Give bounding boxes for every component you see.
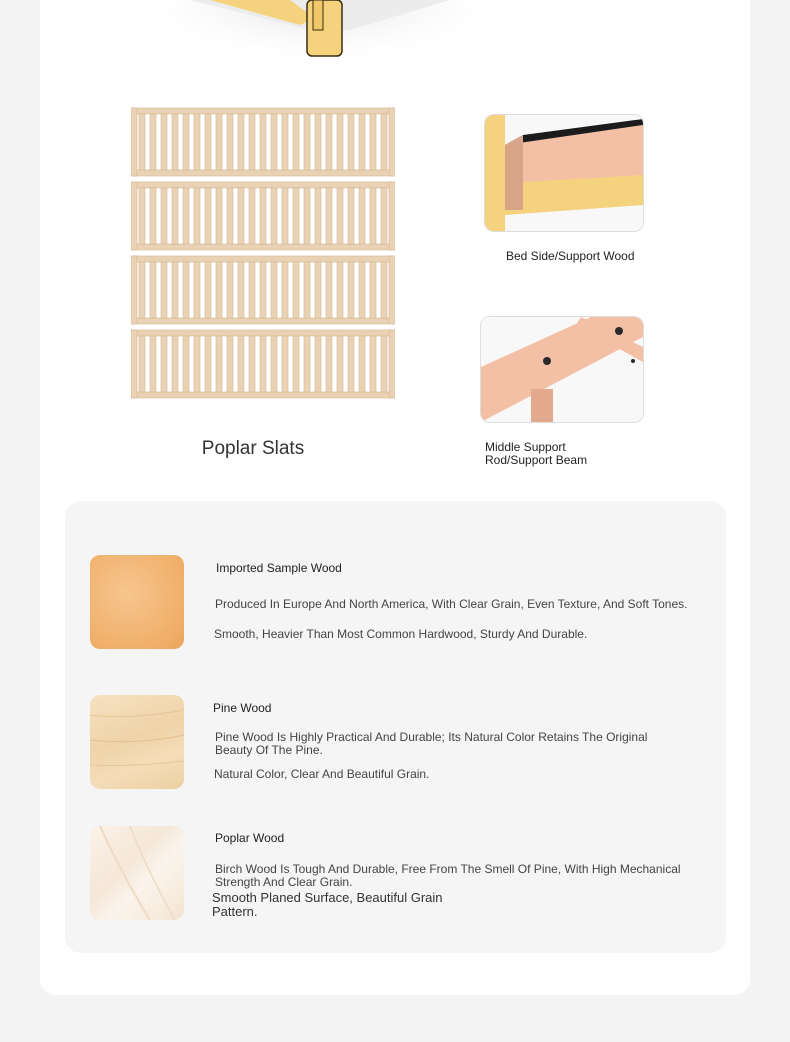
bed-leg-illustration (150, 0, 480, 80)
wood-title: Imported Sample Wood (216, 561, 342, 575)
middle-support-image (480, 316, 644, 423)
wood-description: Produced In Europe And North America, With Clear Grain, Even Texture, And Soft Tones. (215, 597, 688, 611)
wood-title: Poplar Wood (215, 831, 285, 845)
wood-description: Pine Wood Is Highly Practical And Durable; Its Natural Color Retains The Original Beauty Of The Pine. (215, 730, 648, 757)
wood-description: Smooth Planed Surface, Beautiful Grain Pattern. (212, 890, 443, 919)
wood-title: Pine Wood (213, 701, 272, 715)
wood-description: Birch Wood Is Tough And Durable, Free From The Smell Of Pine, With High Mechanical Strength And Clear Grain. (215, 862, 681, 889)
slats-title: Poplar Slats (201, 438, 305, 459)
side-support-caption: Bed Side/Support Wood (506, 249, 635, 263)
side-support-image (484, 114, 644, 232)
imported-wood-swatch (90, 555, 184, 649)
poplar-wood-swatch (90, 826, 184, 920)
wood-description: Smooth, Heavier Than Most Common Hardwood, Sturdy And Durable. (214, 627, 588, 641)
middle-support-caption: Middle Support Rod/Support Beam (485, 440, 588, 467)
pine-wood-swatch (90, 695, 184, 789)
wood-description: Natural Color, Clear And Beautiful Grain. (214, 767, 430, 781)
poplar-slats-image (131, 106, 395, 404)
